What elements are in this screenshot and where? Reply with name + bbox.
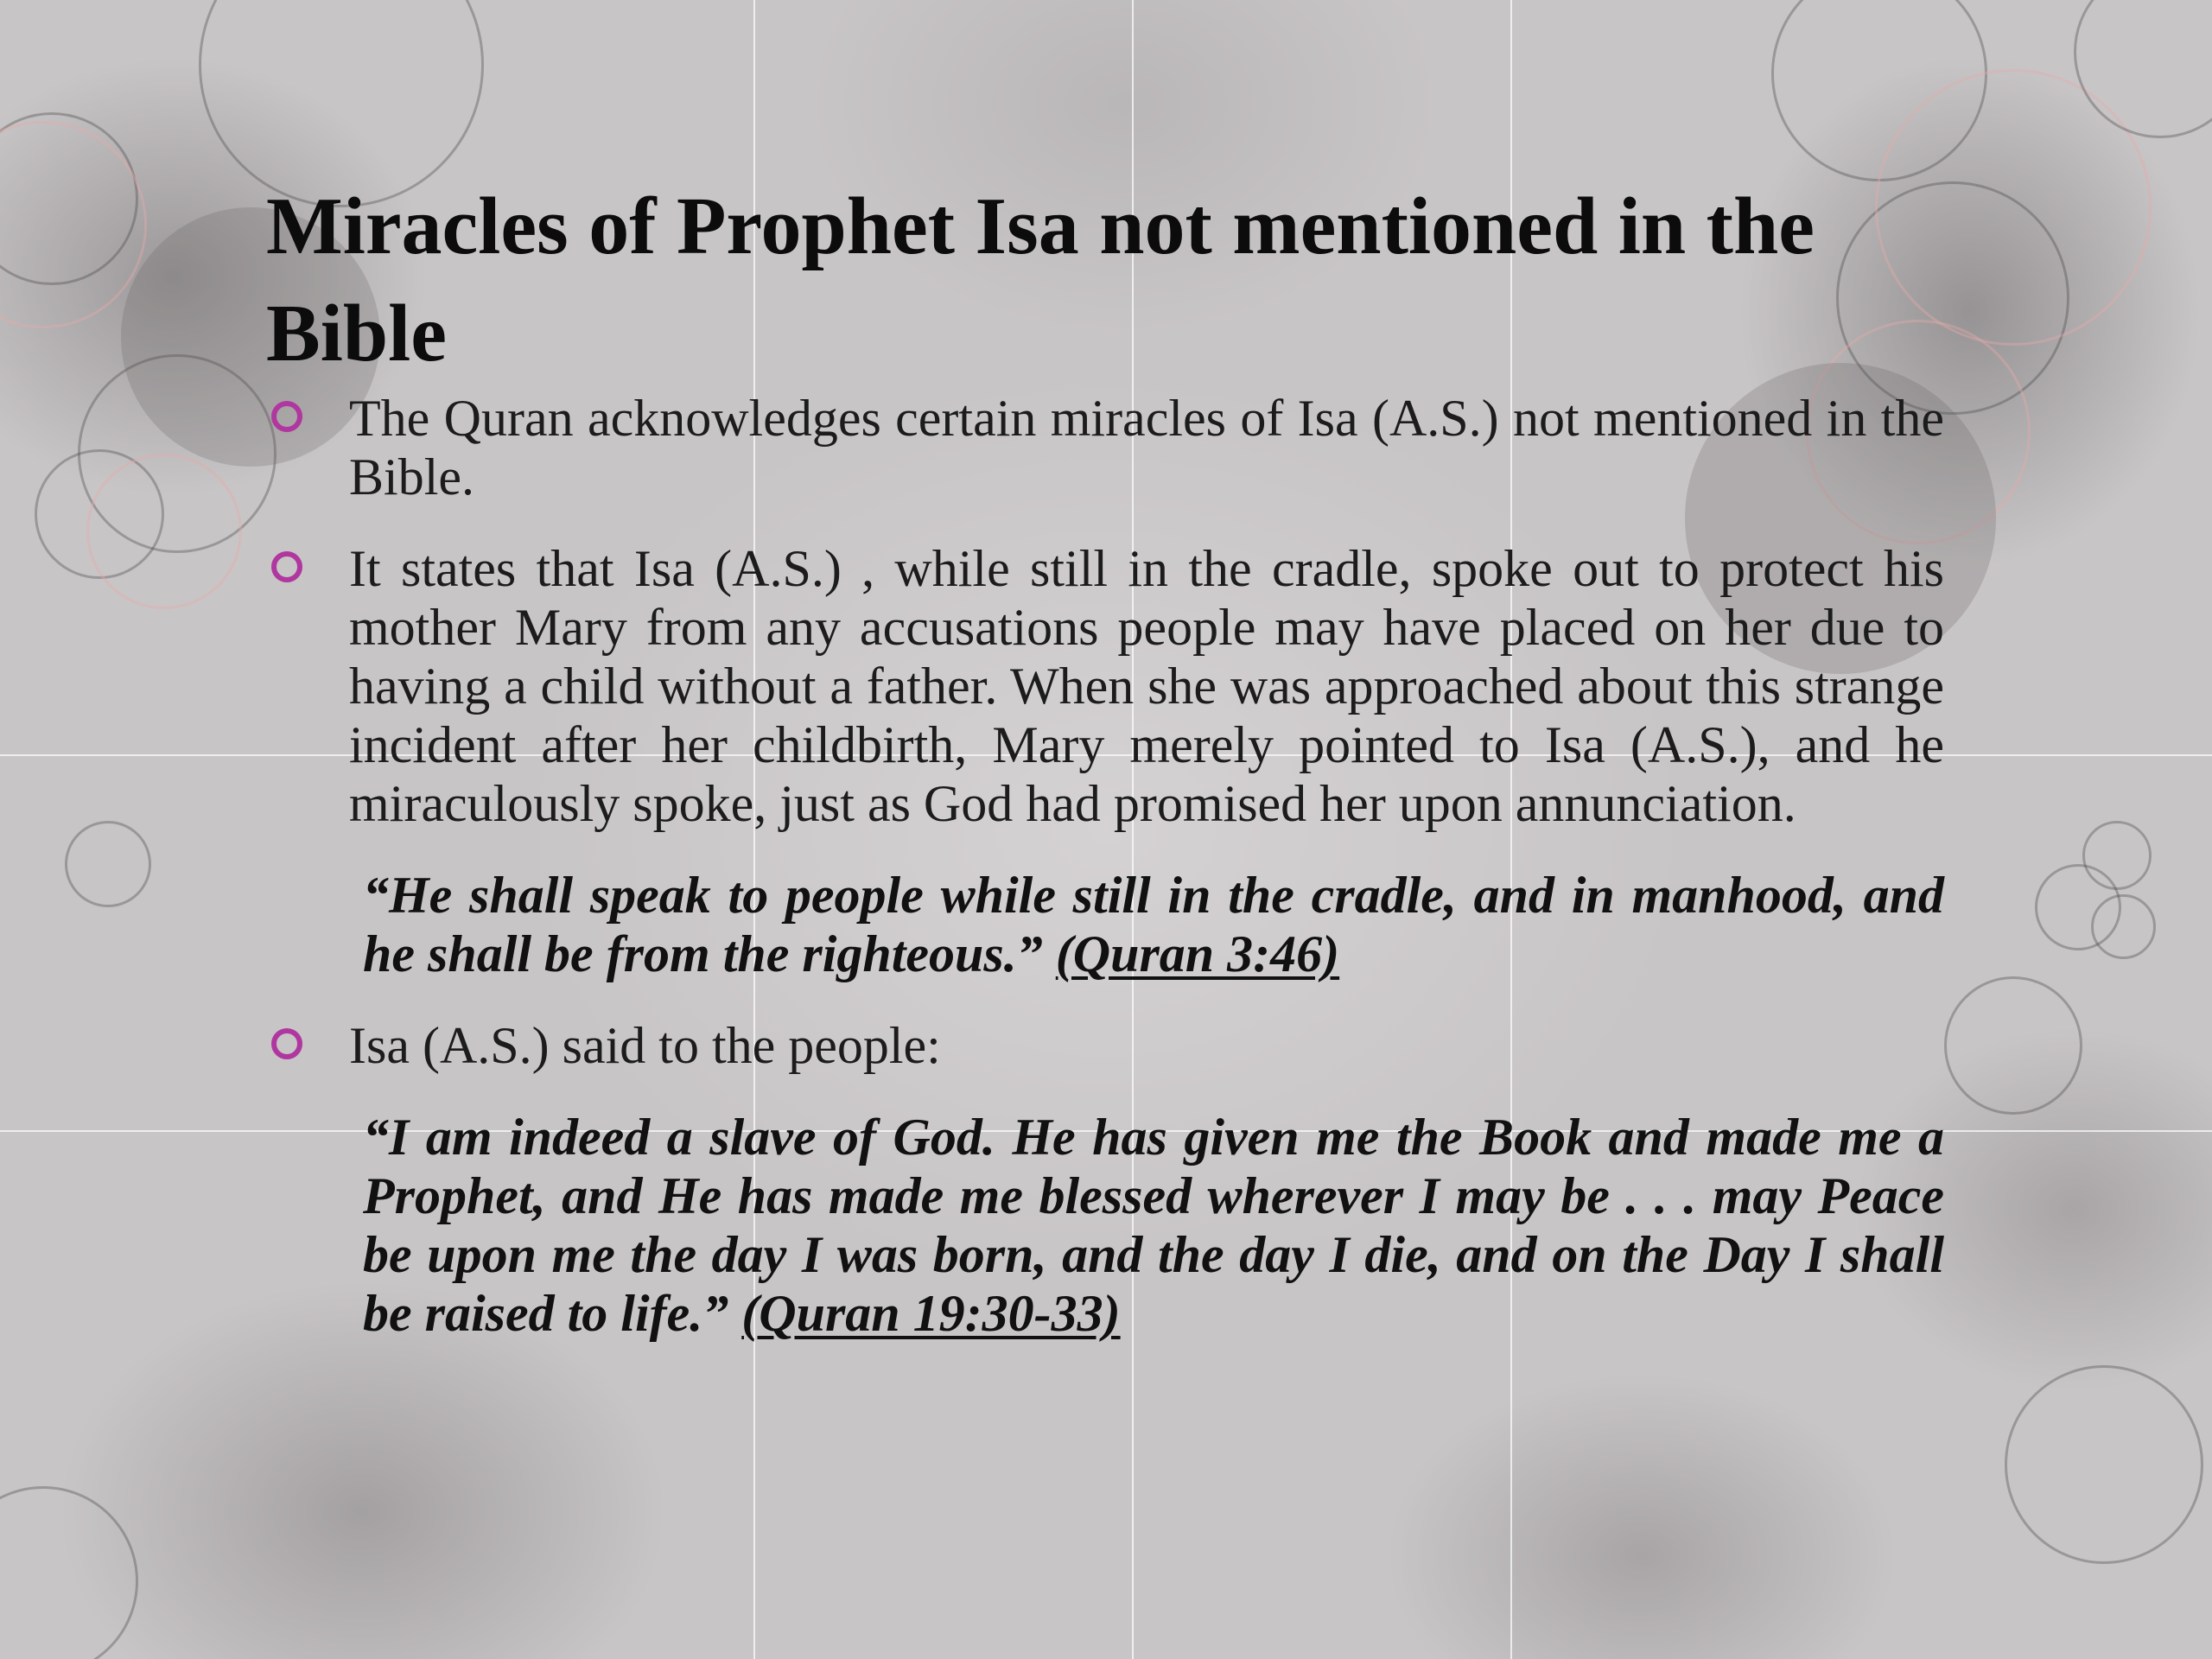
hollow-circle-icon xyxy=(271,401,302,432)
decorative-bubble xyxy=(2082,821,2152,890)
slide-body xyxy=(266,389,1944,1343)
quote-text: “He shall speak to people while still in the cradle, and in manhood, and he shall be from the righteous.” xyxy=(363,867,1944,982)
decorative-bubble xyxy=(86,454,242,609)
bullet-item xyxy=(266,1016,1944,1075)
decorative-bubble xyxy=(0,1486,138,1659)
hollow-circle-icon xyxy=(271,1028,302,1059)
decorative-bubble xyxy=(2005,1365,2203,1564)
bullet-text: The Quran acknowledges certain miracles of Isa (A.S.) not mentioned in the Bible. xyxy=(349,390,1944,505)
hollow-circle-icon xyxy=(271,551,302,582)
quote-text: “I am indeed a slave of God. He has given me the Book and made me a Prophet, and He has made me blessed wherever I may be . . . may Peace be upon me the day I was born, and the day I die, and on the Day I shall be raised to life.” xyxy=(363,1109,1944,1342)
bullet-item xyxy=(266,539,1944,833)
decorative-bubble xyxy=(2091,894,2156,959)
decorative-bubble xyxy=(65,821,151,907)
quote-reference: (Quran 3:46) xyxy=(1055,925,1340,982)
bullet-text: It states that Isa (A.S.) , while still in the cradle, spoke out to protect his mother Mary from any accusations people may have placed on her due to having a child without a father. When she was approached about this strange incident after her childbirth, Mary merely pointed to Isa (A.S.), and he miraculously spoke, just as God had promised her upon annunciation. xyxy=(349,540,1944,832)
slide-title: Miracles of Prophet Isa not mentioned in the Bible xyxy=(266,181,1815,378)
quote-reference: (Quran 19:30-33) xyxy=(741,1285,1121,1342)
decorative-bubble xyxy=(1944,976,2082,1115)
bullet-text: Isa (A.S.) said to the people: xyxy=(349,1017,941,1074)
quote-block xyxy=(266,1108,1944,1343)
quote-block xyxy=(266,866,1944,983)
bullet-item xyxy=(266,389,1944,506)
